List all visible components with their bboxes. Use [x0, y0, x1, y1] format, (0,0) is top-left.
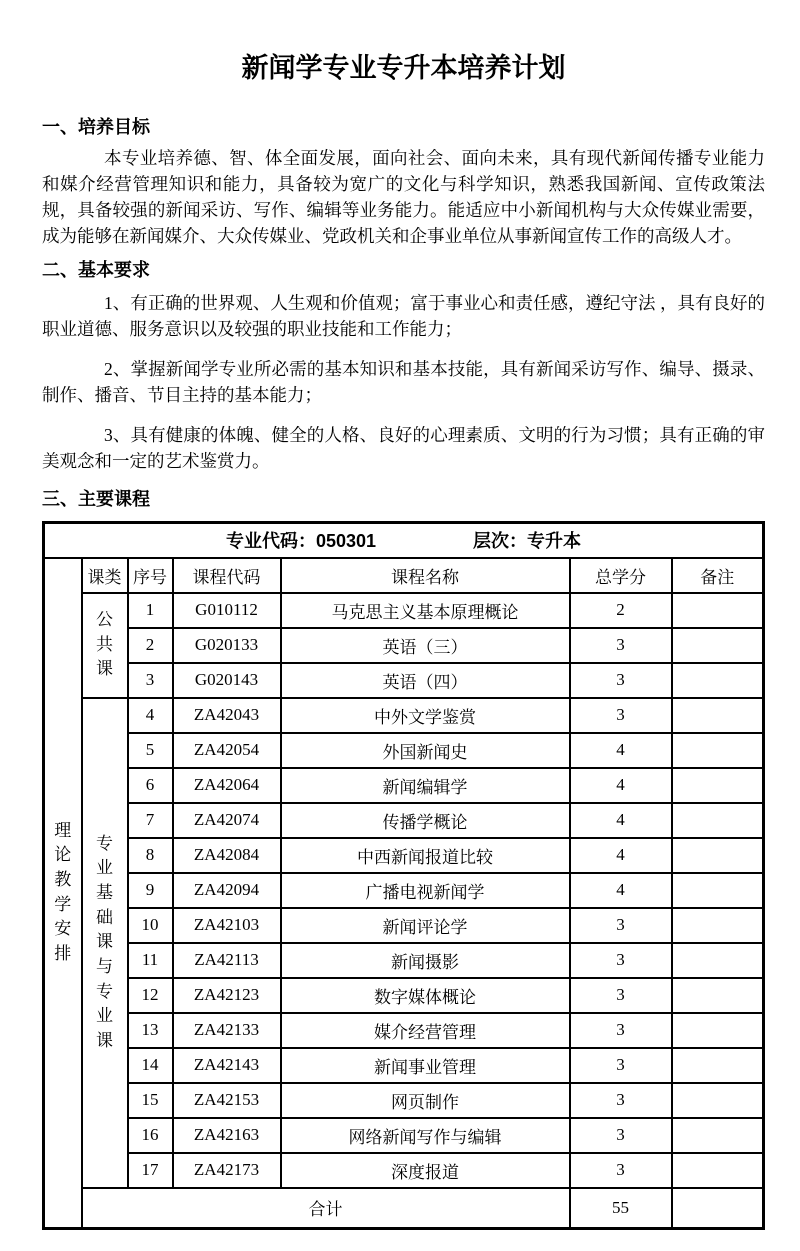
course-note [672, 628, 764, 663]
course-code: ZA42064 [173, 768, 281, 803]
course-no: 11 [128, 943, 173, 978]
course-name: 新闻评论学 [281, 908, 570, 943]
course-code: ZA42153 [173, 1083, 281, 1118]
course-note [672, 978, 764, 1013]
course-row [44, 803, 764, 838]
course-note [672, 838, 764, 873]
course-code: ZA42173 [173, 1153, 281, 1188]
course-note [672, 1013, 764, 1048]
page-title: 新闻学专业专升本培养计划 [241, 53, 566, 83]
course-row [44, 698, 764, 733]
course-row [44, 1118, 764, 1153]
course-name: 新闻摄影 [281, 943, 570, 978]
course-note [672, 663, 764, 698]
course-credits: 3 [570, 1118, 672, 1153]
course-row [44, 628, 764, 663]
total-row [44, 1188, 764, 1229]
course-code: G020143 [173, 663, 281, 698]
meta-cell [44, 522, 764, 558]
course-note [672, 803, 764, 838]
col-header-code: 课程代码 [173, 558, 281, 593]
course-code: ZA42103 [173, 908, 281, 943]
col-header-note: 备注 [672, 558, 764, 593]
course-credits: 4 [570, 768, 672, 803]
course-no: 2 [128, 628, 173, 663]
col-header-category: 课类 [82, 558, 128, 593]
course-no: 3 [128, 663, 173, 698]
col-header-no: 序号 [128, 558, 173, 593]
course-row [44, 663, 764, 698]
course-credits: 4 [570, 873, 672, 908]
course-note [672, 1083, 764, 1118]
course-no: 9 [128, 873, 173, 908]
course-row [44, 1048, 764, 1083]
course-row [44, 873, 764, 908]
course-note [672, 943, 764, 978]
goal-paragraph: 本专业培养德、智、体全面发展，面向社会、面向未来，具有现代新闻传播专业能力和媒介经营管理知识和能力，具备较为宽广的文化与科学知识，熟悉我国新闻、宣传政策法规，具备较强的新闻采访、写作、编辑等业务能力。能适应中小新闻机构与大众传媒业需要，成为能够在新闻媒介、大众传媒业、党政机关和企事业单位从事新闻宣传工作的高级人才。 [42, 147, 765, 246]
course-no: 15 [128, 1083, 173, 1118]
course-name: 媒介经营管理 [281, 1013, 570, 1048]
course-no: 16 [128, 1118, 173, 1153]
course-name: 马克思主义基本原理概论 [281, 593, 570, 628]
course-code: ZA42084 [173, 838, 281, 873]
requirement-item-1: 1、有正确的世界观、人生观和价值观；富于事业心和责任感，遵纪守法 ，具有良好的职业道德、服务意识以及较强的职业技能和工作能力； [42, 293, 765, 340]
section-heading-requirements: 二、基本要求 [42, 259, 150, 280]
course-no: 1 [128, 593, 173, 628]
course-name: 网络新闻写作与编辑 [281, 1118, 570, 1153]
course-note [672, 873, 764, 908]
course-no: 8 [128, 838, 173, 873]
course-no: 13 [128, 1013, 173, 1048]
course-no: 4 [128, 698, 173, 733]
course-row [44, 1153, 764, 1188]
course-code: ZA42143 [173, 1048, 281, 1083]
course-credits: 3 [570, 1153, 672, 1188]
course-note [672, 1048, 764, 1083]
course-row [44, 768, 764, 803]
course-no: 12 [128, 978, 173, 1013]
document-page [0, 52, 800, 1251]
course-note [672, 593, 764, 628]
requirement-item-3: 3、具有健康的体魄、健全的人格、良好的心理素质、文明的行为习惯；具有正确的审美观念和一定的艺术鉴赏力。 [42, 425, 765, 472]
course-code: ZA42113 [173, 943, 281, 978]
course-note [672, 733, 764, 768]
course-credits: 2 [570, 593, 672, 628]
course-no: 6 [128, 768, 173, 803]
course-name: 网页制作 [281, 1083, 570, 1118]
course-credits: 4 [570, 838, 672, 873]
course-name: 英语（三） [281, 628, 570, 663]
course-group-label: 公共课 [95, 610, 113, 679]
course-note [672, 698, 764, 733]
course-name: 中外文学鉴赏 [281, 698, 570, 733]
course-name: 数字媒体概论 [281, 978, 570, 1013]
course-note [672, 768, 764, 803]
course-credits: 3 [570, 698, 672, 733]
course-credits: 4 [570, 733, 672, 768]
course-group-label-cell [82, 698, 128, 1188]
course-name: 深度报道 [281, 1153, 570, 1188]
course-name: 中西新闻报道比较 [281, 838, 570, 873]
course-credits: 3 [570, 628, 672, 663]
course-code: G020133 [173, 628, 281, 663]
course-row [44, 908, 764, 943]
course-code: ZA42163 [173, 1118, 281, 1153]
course-name: 新闻事业管理 [281, 1048, 570, 1083]
course-credits: 3 [570, 1083, 672, 1118]
section-heading-goal: 一、培养目标 [42, 117, 150, 138]
course-row [44, 978, 764, 1013]
section-heading-courses: 三、主要课程 [42, 489, 150, 510]
side-label: 理论教学安排 [54, 820, 72, 963]
course-name: 外国新闻史 [281, 733, 570, 768]
course-no: 17 [128, 1153, 173, 1188]
total-note-cell [672, 1188, 764, 1229]
requirement-item-2: 2、掌握新闻学专业所必需的基本知识和基本技能，具有新闻采访写作、编导、摄录、制作、播音、节目主持的基本能力； [42, 359, 765, 406]
course-code: ZA42074 [173, 803, 281, 838]
major-code-label: 专业代码：050301 [225, 531, 377, 552]
total-label-cell: 合计 [82, 1188, 570, 1229]
course-note [672, 1118, 764, 1153]
course-code: ZA42094 [173, 873, 281, 908]
table-header-row [44, 558, 764, 593]
side-label-cell [44, 558, 82, 1229]
course-name: 新闻编辑学 [281, 768, 570, 803]
course-no: 7 [128, 803, 173, 838]
course-name: 传播学概论 [281, 803, 570, 838]
course-credits: 4 [570, 803, 672, 838]
course-code: G010112 [173, 593, 281, 628]
course-row [44, 943, 764, 978]
course-note [672, 1153, 764, 1188]
course-credits: 3 [570, 908, 672, 943]
table-meta-row [44, 522, 764, 558]
course-code: ZA42043 [173, 698, 281, 733]
course-credits: 3 [570, 1013, 672, 1048]
course-row [44, 1083, 764, 1118]
course-credits: 3 [570, 663, 672, 698]
course-row [44, 838, 764, 873]
course-row [44, 1013, 764, 1048]
course-credits: 3 [570, 1048, 672, 1083]
col-header-credits: 总学分 [570, 558, 672, 593]
course-note [672, 908, 764, 943]
level-label: 层次：专升本 [473, 531, 582, 552]
course-code: ZA42054 [173, 733, 281, 768]
course-table [42, 521, 765, 1230]
col-header-name: 课程名称 [281, 558, 570, 593]
course-credits: 3 [570, 943, 672, 978]
course-group-label-cell [82, 593, 128, 698]
course-credits: 3 [570, 978, 672, 1013]
course-row [44, 593, 764, 628]
course-group-label: 专业基础课与专业课 [95, 833, 113, 1050]
course-no: 10 [128, 908, 173, 943]
course-name: 英语（四） [281, 663, 570, 698]
course-code: ZA42133 [173, 1013, 281, 1048]
total-credits-cell: 55 [570, 1188, 672, 1229]
course-name: 广播电视新闻学 [281, 873, 570, 908]
course-no: 14 [128, 1048, 173, 1083]
course-code: ZA42123 [173, 978, 281, 1013]
course-no: 5 [128, 733, 173, 768]
course-row [44, 733, 764, 768]
